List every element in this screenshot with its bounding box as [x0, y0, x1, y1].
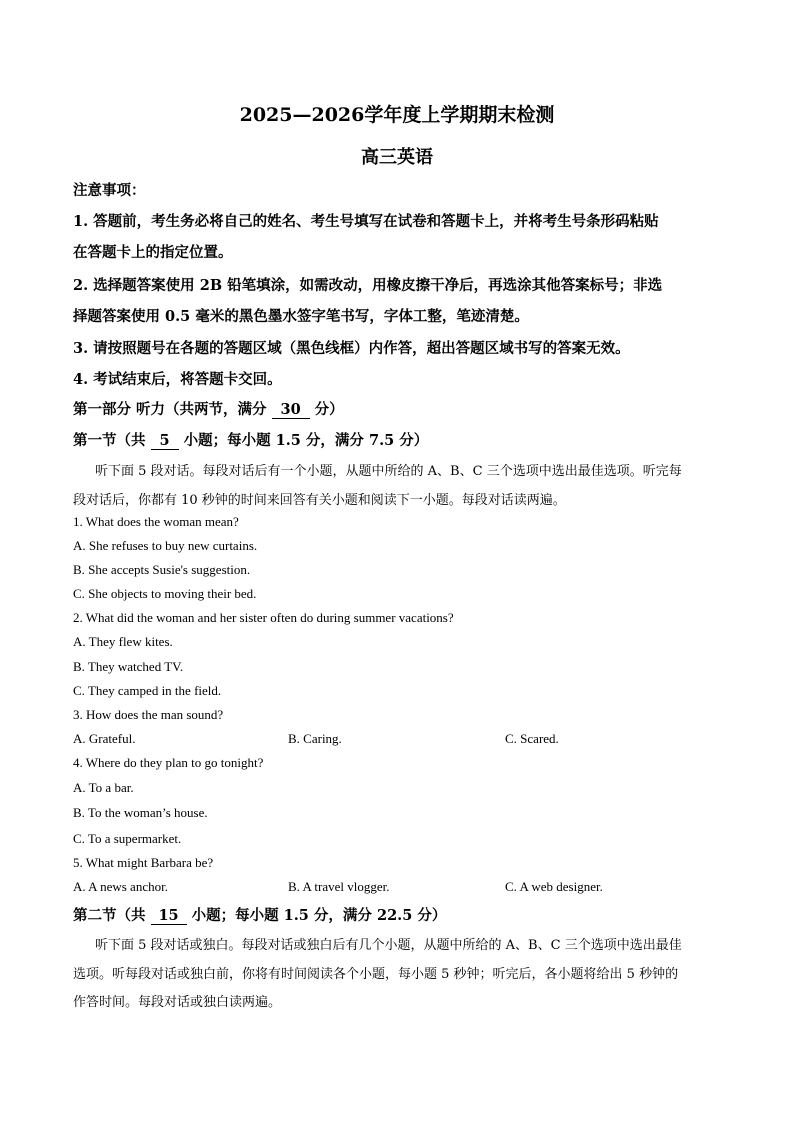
section-2-count: 15 — [151, 908, 187, 925]
notice-item-3: 3. 请按照题号在各题的答题区域（黑色线框）内作答，超出答题区域书写的答案无效。 — [73, 340, 630, 357]
question-4-option-b: B. To the woman’s house. — [73, 805, 208, 820]
notice-item-2-line-2: 择题答案使用 0.5 毫米的黑色墨水签字笔书写，字体工整，笔迹清楚。 — [73, 308, 529, 325]
section-2-instructions-line-2: 选项。听每段对话或独白前，你将有时间阅读各个小题，每小题 5 秒钟；听完后，各小题将给出 5 秒钟的 — [73, 967, 679, 982]
question-5-option-b: B. A travel vlogger. — [288, 879, 390, 894]
section-2-heading — [73, 904, 446, 925]
question-4-option-a: A. To a bar. — [73, 780, 134, 795]
notice-item-1-line-2: 在答题卡上的指定位置。 — [73, 244, 233, 261]
section-1-instructions-line-1: 听下面 5 段对话。每段对话后有一个小题，从题中所给的 A、B、C 三个选项中选出最佳选项。听完每 — [95, 464, 682, 479]
section-1-heading-pre: 第一节（共 — [73, 432, 151, 449]
question-5-option-a: A. A news anchor. — [73, 879, 168, 894]
section-1-heading — [73, 429, 428, 450]
section-2-heading-post: 小题；每小题 1.5 分，满分 22.5 分） — [186, 907, 447, 924]
exam-subtitle: 高三英语 — [361, 147, 433, 168]
question-4-option-c: C. To a supermarket. — [73, 831, 182, 846]
question-2-stem: 2. What did the woman and her sister often do during summer vacations? — [73, 610, 454, 625]
notice-item-1-line-1: 1. 答题前，考生务必将自己的姓名、考生号填写在试卷和答题卡上，并将考生号条形码粘贴 — [73, 213, 659, 230]
notice-heading: 注意事项： — [73, 182, 146, 199]
section-1-heading-post: 小题；每小题 1.5 分，满分 7.5 分） — [178, 432, 429, 449]
question-1-stem: 1. What does the woman mean? — [73, 514, 239, 529]
section-1-count: 5 — [151, 433, 179, 450]
question-1-option-a: A. She refuses to buy new curtains. — [73, 538, 258, 553]
part-1-heading — [73, 398, 344, 419]
question-5-option-c: C. A web designer. — [505, 879, 603, 894]
question-2-option-b: B. They watched TV. — [73, 659, 184, 674]
section-2-heading-pre: 第二节（共 — [73, 907, 151, 924]
question-1-option-c: C. She objects to moving their bed. — [73, 586, 257, 601]
section-2-instructions-line-1: 听下面 5 段对话或独白。每段对话或独白后有几个小题，从题中所给的 A、B、C 三个选项中选出最佳 — [95, 938, 682, 953]
part-1-heading-post: 分） — [309, 401, 344, 418]
question-3-option-c: C. Scared. — [505, 731, 559, 746]
question-5-stem: 5. What might Barbara be? — [73, 855, 214, 870]
section-1-instructions-line-2: 段对话后，你都有 10 秒钟的时间来回答有关小题和阅读下一小题。每段对话读两遍。 — [73, 493, 566, 508]
notice-item-4: 4. 考试结束后，将答题卡交回。 — [73, 371, 282, 388]
question-3-option-b: B. Caring. — [288, 731, 342, 746]
question-2-option-c: C. They camped in the field. — [73, 683, 222, 698]
part-1-score: 30 — [272, 402, 310, 419]
question-3-stem: 3. How does the man sound? — [73, 707, 224, 722]
question-1-option-b: B. She accepts Susie's suggestion. — [73, 562, 251, 577]
part-1-heading-pre: 第一部分 听力（共两节，满分 — [73, 401, 272, 418]
question-3-option-a: A. Grateful. — [73, 731, 136, 746]
notice-item-2-line-1: 2. 选择题答案使用 2B 铅笔填涂，如需改动，用橡皮擦干净后，再选涂其他答案标号；非选 — [73, 277, 663, 294]
question-2-option-a: A. They flew kites. — [73, 634, 173, 649]
question-4-stem: 4. Where do they plan to go tonight? — [73, 755, 264, 770]
section-2-instructions-line-3: 作答时间。每段对话或独白读两遍。 — [73, 995, 282, 1010]
exam-title: 2025—2026学年度上学期期末检测 — [239, 104, 555, 126]
